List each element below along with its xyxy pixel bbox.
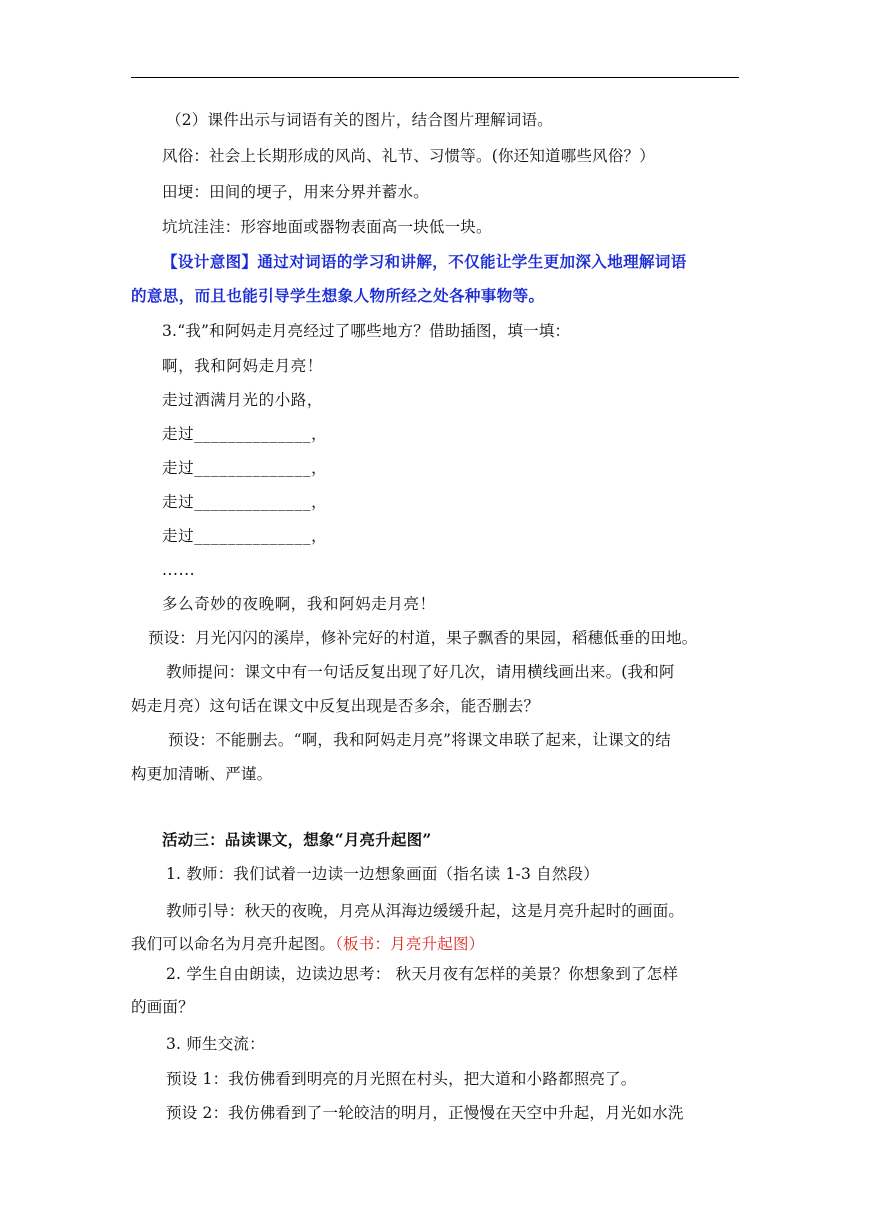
poem-line-2: 走过洒满月光的小路， bbox=[162, 391, 324, 409]
teacher-guide-text: 我们可以命名为月亮升起图。 bbox=[131, 935, 336, 953]
poem-ellipsis: ...... bbox=[162, 561, 196, 579]
poem-blank-3: 走过______________， bbox=[162, 493, 328, 511]
poem-blank-1: 走过______________， bbox=[162, 425, 328, 443]
step-3-exchange: 3. 师生交流： bbox=[166, 1035, 265, 1053]
step-1-teacher: 1. 教师：我们试着一边读一边想象画面（指名读 1-3 自然段） bbox=[166, 865, 599, 883]
teacher-guide-line-2 bbox=[131, 934, 484, 954]
preset-1: 预设 1：我仿佛看到明亮的月光照在村头，把大道和小路都照亮了。 bbox=[166, 1070, 637, 1088]
definition-fengsu: 风俗：社会上长期形成的风尚、礼节、习惯等。(你还知道哪些风俗？） bbox=[162, 147, 655, 165]
activity-3-heading: 活动三：品读课文，想象“月亮升起图” bbox=[162, 830, 432, 849]
definition-tiangeng: 田埂：田间的埂子，用来分界并蓄水。 bbox=[162, 183, 429, 201]
preset-cannot-delete-line-2: 构更加清晰、严谨。 bbox=[131, 765, 273, 783]
poem-blank-4: 走过______________， bbox=[162, 527, 328, 545]
step-2-line-2: 的画面？ bbox=[131, 998, 194, 1016]
teacher-guide-line-1: 教师引导：秋天的夜晚，月亮从洱海边缓缓升起，这是月亮升起时的画面。 bbox=[166, 902, 685, 920]
header-rule bbox=[131, 77, 739, 78]
poem-line-1: 啊，我和阿妈走月亮！ bbox=[162, 357, 324, 375]
teacher-question-line-2: 妈走月亮）这句话在课文中反复出现是否多余，能否删去？ bbox=[131, 697, 540, 715]
step-2-line-1: 2. 学生自由朗读，边读边思考： 秋天月夜有怎样的美景？你想象到了怎样 bbox=[166, 965, 679, 983]
preset-cannot-delete-line-1: 预设：不能删去。“啊，我和阿妈走月亮”将课文串联了起来，让课文的结 bbox=[168, 731, 671, 749]
definition-kengkengwawa: 坑坑洼洼：形容地面或器物表面高一块低一块。 bbox=[162, 218, 492, 236]
poem-blank-2: 走过______________， bbox=[162, 459, 328, 477]
question-3: 3.“我”和阿妈走月亮经过了哪些地方？借助插图，填一填： bbox=[162, 322, 571, 340]
poem-closing-line: 多么奇妙的夜晚啊，我和阿妈走月亮！ bbox=[162, 595, 436, 613]
board-note: （板书：月亮升起图） bbox=[335, 935, 485, 953]
teacher-question-line-1: 教师提问：课文中有一句话反复出现了好几次，请用横线画出来。(我和阿 bbox=[166, 663, 675, 681]
design-intent-line-1: 【设计意图】通过对词语的学习和讲解，不仅能让学生更加深入地理解词语 bbox=[162, 252, 687, 271]
design-intent-line-2: 的意思，而且也能引导学生想象人物所经之处各种事物等。 bbox=[131, 286, 545, 305]
preset-answer: 预设：月光闪闪的溪岸，修补完好的村道，果子飘香的果园，稻穗低垂的田地。 bbox=[148, 629, 698, 647]
preset-2: 预设 2：我仿佛看到了一轮皎洁的明月，正慢慢在天空中升起，月光如水洗 bbox=[166, 1104, 684, 1122]
words-intro: （2）课件出示与词语有关的图片，结合图片理解词语。 bbox=[166, 111, 553, 129]
